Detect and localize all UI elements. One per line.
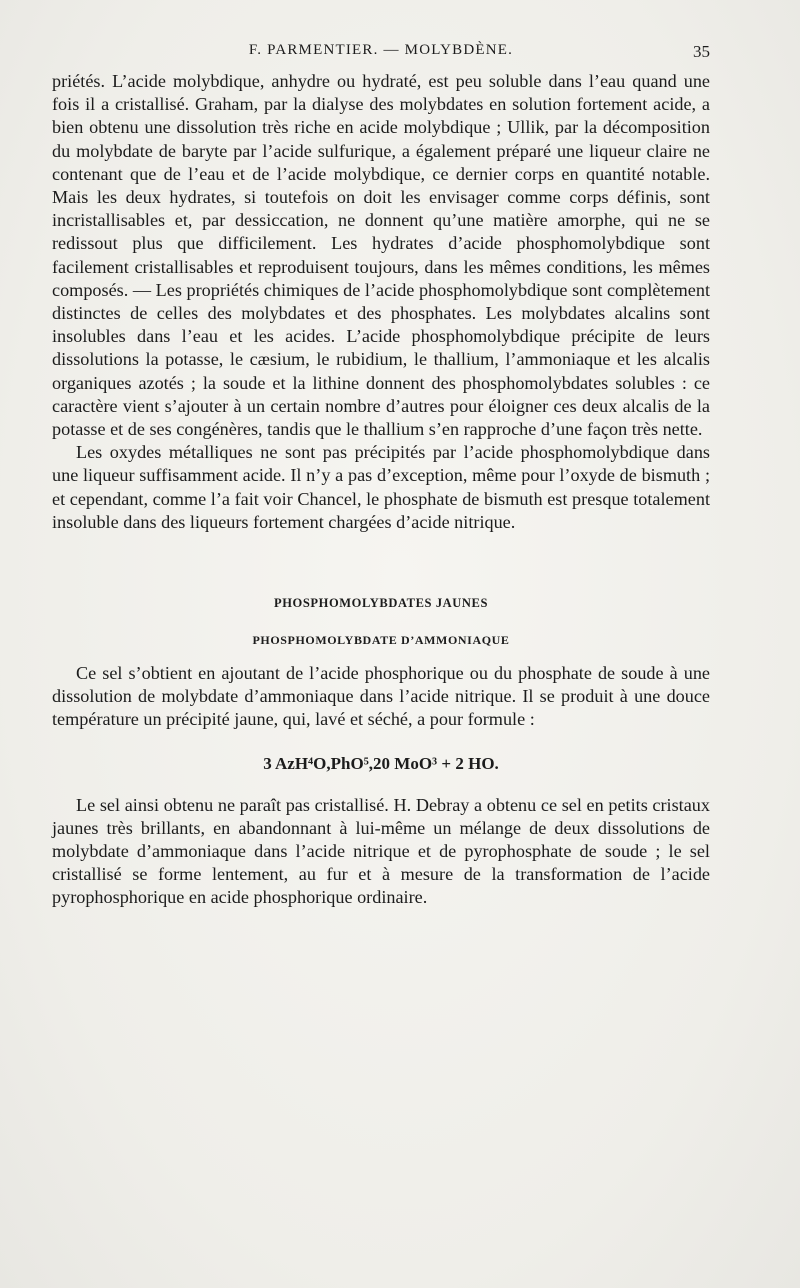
- page-body: [52, 70, 710, 910]
- paragraph-acide-molybdique: priétés. L’acide molybdique, anhydre ou hydraté, est peu soluble dans l’eau quand une fois il a cristallisé. Graham, par la dialyse des molybdates en solution fortement acide, a bien obtenu une dissolution très riche en acide molybdique ; Ullik, par la décomposition du molybdate de baryte par l’acide sulfurique, a également préparé une liqueur claire ne contenant que de l’eau et de l’acide molybdique, ce dernier corps en quantité notable. Mais les deux hydrates, si toutefois on doit les envisager comme corps définis, sont incristallisables et, par dessiccation, ne donnent qu’une matière amorphe, qui ne se redissout plus que difficilement. Les hydrates d’acide phosphomolybdique sont facilement cristallisables et reproduisent toujours, dans les mêmes conditions, les mêmes composés. — Les propriétés chimiques de l’acide phosphomolybdique sont complètement distinctes de celles des molybdates et des phosphates. Les molybdates alcalins sont insolubles dans l’eau et les acides. L’acide phosphomolybdique précipite de leurs dissolutions la potasse, le cæsium, le rubidium, le thallium, l’ammoniaque et les alcalis organiques azotés ; la soude et la lithine donnent des phosphomolybdates solubles : ce caractère vient s’ajouter à un certain nombre d’autres pour éloigner ces deux alcalis de la potasse et de ses congénères, tandis que le thallium s’en rapproche d’une façon très nette.: [52, 71, 710, 440]
- section-heading: PHOSPHOMOLYBDATES JAUNES: [273, 596, 489, 611]
- subsection-heading: PHOSPHOMOLYBDATE D’AMMONIAQUE: [252, 633, 510, 648]
- paragraph-oxydes-metalliques: Les oxydes métalliques ne sont pas précipités par l’acide phosphomolybdique dans une liqueur suffisamment acide. Il n’y a pas d’exception, même pour l’oxyde de bismuth ; et cependant, comme l’a fait voir Chancel, le phosphate de bismuth est presque totalement insoluble dans des liqueurs fortement chargées d’acide nitrique.: [52, 442, 710, 532]
- running-head: [52, 42, 710, 66]
- running-title: F. PARMENTIER. — MOLYBDÈNE.: [248, 42, 514, 58]
- paragraph-cristaux: Le sel ainsi obtenu ne paraît pas cristallisé. H. Debray a obtenu ce sel en petits cristaux jaunes très brillants, en abandonnant à lui-même un mélange de deux dissolutions de molybdate d’ammoniaque dans l’acide nitrique et de pyrophosphate de soude ; le sel cristallisé se forme lentement, au fur et à mesure de la transformation de l’acide pyrophosphorique en acide phosphorique ordinaire.: [52, 794, 710, 908]
- paragraph-preparation: Ce sel s’obtient en ajoutant de l’acide phosphorique ou du phosphate de soude à une dissolution de molybdate d’ammoniaque dans l’acide nitrique. Il se produit à une douce température un précipité jaune, qui, lavé et séché, a pour formule :: [52, 663, 710, 730]
- chemical-formula: 3 AzH⁴O,PhO⁵,20 MoO³ + 2 HO.: [263, 753, 499, 773]
- page-number: 35: [693, 42, 710, 61]
